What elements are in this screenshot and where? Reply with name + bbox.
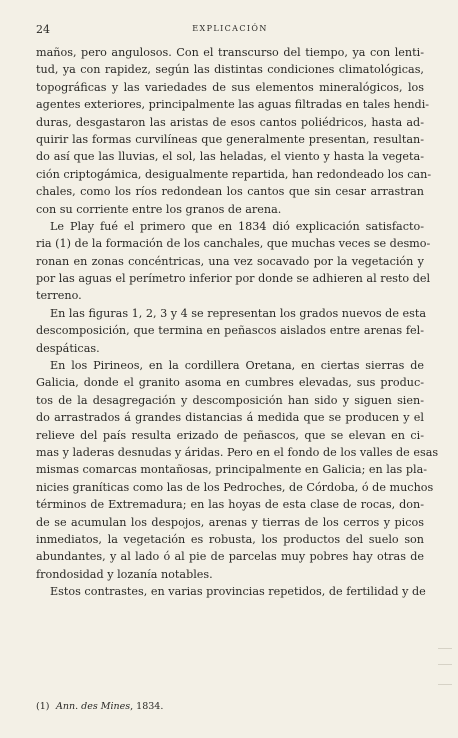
text-line: mismas comarcas montañosas, principalmente en Galicia; en las pla- bbox=[36, 463, 428, 477]
text-line: despáticas. bbox=[36, 341, 100, 355]
text-line: abundantes, y al lado ó al pie de parcelas muy pobres hay otras de bbox=[36, 550, 424, 564]
text-line: ción criptogámica, desigualmente repartida, han redondeado los can- bbox=[36, 167, 432, 181]
paragraph-1 bbox=[36, 44, 432, 218]
text-line: tos de la desagregación y descomposición han sido y siguen sien- bbox=[36, 393, 424, 407]
text-line: topográficas y las variedades de sus elementos mineralógicos, los bbox=[36, 80, 424, 94]
text-line: ria (1) de la formación de los canchales, que muchas veces se desmo- bbox=[36, 237, 431, 251]
text-line: chales, como los ríos redondean los cantos que sin cesar arrastran bbox=[36, 185, 424, 199]
text-line: terreno. bbox=[36, 289, 82, 303]
footnote-source: Ann. des Mines bbox=[56, 701, 131, 712]
text-line: relieve del país resulta erizado de peñascos, que se elevan en ci- bbox=[36, 428, 424, 442]
text-line: tud, ya con rapidez, según las distintas condiciones climatológicas, bbox=[36, 63, 424, 77]
running-head: EXPLICACIÓN bbox=[192, 24, 268, 33]
text-line: En los Pirineos, en la cordillera Oretana, en ciertas sierras de bbox=[50, 359, 424, 373]
page-header bbox=[36, 23, 424, 37]
text-line: Galicia, donde el granito asoma en cumbres elevadas, sus produc- bbox=[36, 376, 424, 390]
text-line: inmediatos, la vegetación es robusta, los productos del suelo son bbox=[36, 532, 424, 546]
text-line: frondosidad y lozanía notables. bbox=[36, 567, 213, 581]
text-line: con su corriente entre los granos de arena. bbox=[36, 202, 282, 216]
text-line: mas y laderas desnudas y áridas. Pero en el fondo de los valles de esas bbox=[36, 445, 439, 459]
text-line: maños, pero angulosos. Con el transcurso del tiempo, ya con lenti- bbox=[36, 46, 424, 59]
text-line: ronan en zonas concéntricas, una vez socavado por la vegetación y bbox=[36, 254, 424, 268]
text-line: duras, desgastaron las aristas de esos cantos poliédricos, hasta ad- bbox=[36, 115, 424, 129]
text-line: descomposición, que termina en peñascos aislados entre arenas fel- bbox=[36, 324, 424, 338]
paragraph-4 bbox=[36, 357, 439, 583]
footnote-year: , 1834. bbox=[130, 701, 164, 712]
text-line: de se acumulan los despojos, arenas y tierras de los cerros y picos bbox=[36, 515, 424, 529]
page-edge-mark bbox=[438, 684, 452, 685]
page-edge-mark bbox=[438, 648, 452, 649]
footnote bbox=[36, 701, 424, 712]
footnote-number: (1) bbox=[36, 701, 50, 712]
text-line: Estos contrastes, en varias provincias repetidos, de fertilidad y de bbox=[50, 585, 426, 599]
text-line: En las figuras 1, 2, 3 y 4 se representan los grados nuevos de esta bbox=[50, 306, 427, 320]
paragraph-5 bbox=[36, 583, 424, 600]
paragraph-2 bbox=[36, 218, 431, 305]
text-line: agentes exteriores, principalmente las aguas filtradas en tales hendi- bbox=[36, 98, 430, 112]
text-line: do así que las lluvias, el sol, las heladas, el viento y hasta la vegeta- bbox=[36, 150, 424, 164]
text-line: do arrastrados á grandes distancias á medida que se producen y el bbox=[36, 411, 424, 425]
page-number: 24 bbox=[36, 23, 50, 36]
body-text bbox=[36, 44, 439, 601]
paragraph-3 bbox=[36, 305, 427, 357]
text-line: nicies graníticas como las de los Pedroches, de Córdoba, ó de muchos bbox=[36, 480, 434, 494]
page-edge-mark bbox=[438, 664, 452, 665]
text-line: Le Play fué el primero que en 1834 dió explicación satisfacto- bbox=[50, 219, 424, 233]
text-line: por las aguas el perímetro inferior por donde se adhieren al resto del bbox=[36, 272, 431, 286]
text-line: quirir las formas curvilíneas que generalmente presentan, resultan- bbox=[36, 132, 424, 146]
text-line: términos de Extremadura; en las hoyas de esta clase de rocas, don- bbox=[36, 498, 424, 512]
